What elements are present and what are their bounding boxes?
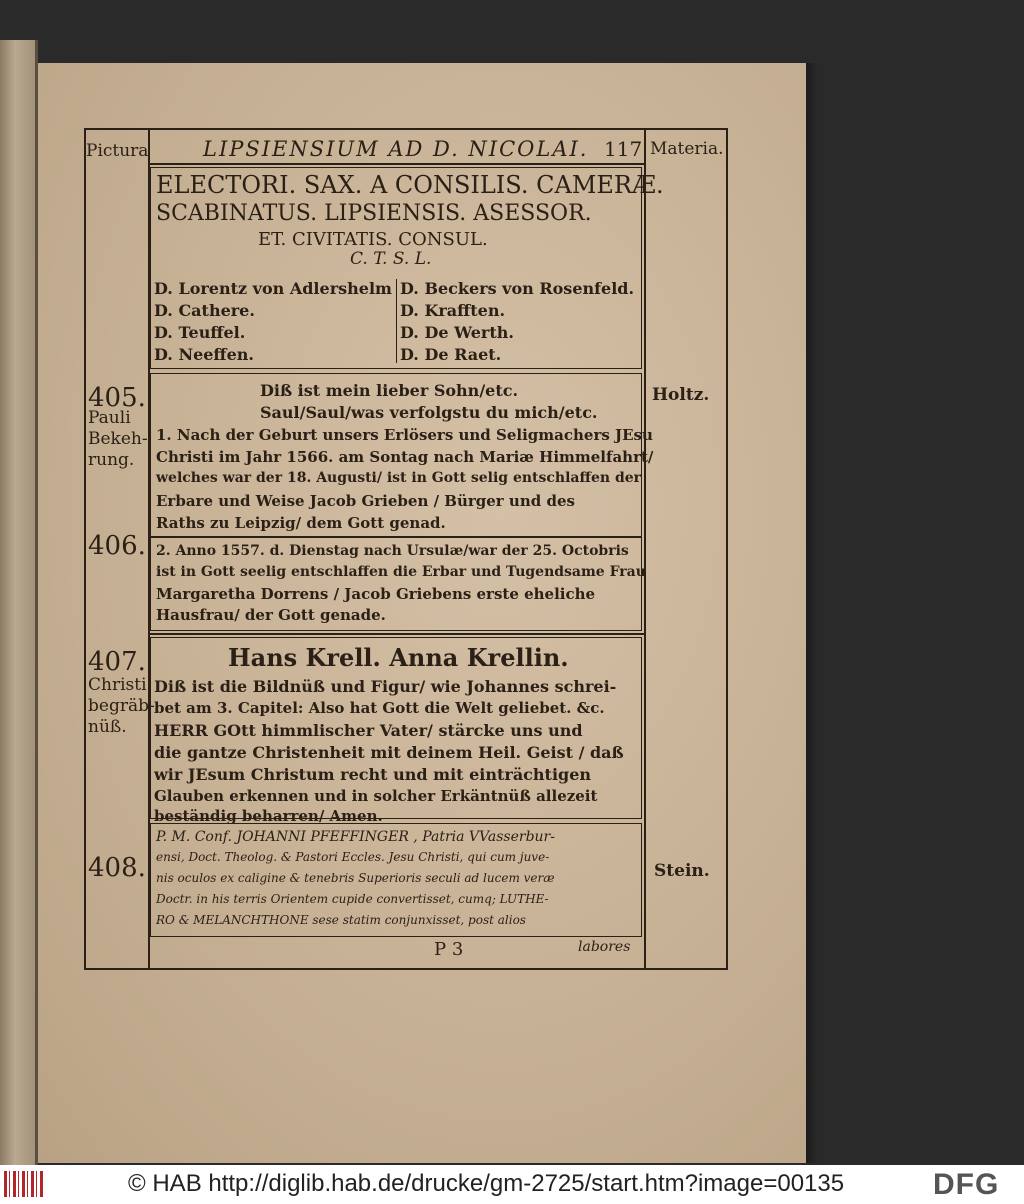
hab-logo-icon — [4, 1171, 44, 1197]
dfg-logo: DFG — [933, 1168, 1000, 1201]
entry-405-line2: Saul/Saul/was verfolgstu du mich/etc. — [260, 403, 598, 422]
entry-405-material: Holtz. — [652, 385, 710, 405]
catchword: labores — [578, 939, 631, 955]
name-right-2: D. Krafften. — [400, 301, 506, 320]
entry-407-line1: Diß ist die Bildnüß und Figur/ wie Johannes schrei- — [154, 677, 617, 696]
inscription1-line4: C. T. S. L. — [350, 249, 432, 269]
header-title: LIPSIENSIUM AD D. NICOLAI. — [203, 137, 589, 161]
adjacent-page-edge — [0, 40, 38, 1165]
inscription1-line3: ET. CIVITATIS. CONSUL. — [258, 229, 488, 250]
name-right-3: D. De Werth. — [400, 323, 514, 342]
entry-408-line5: RO & MELANCHTHONE sese statim conjunxisset, post alios — [156, 913, 526, 927]
entry-405-side-3: rung. — [88, 450, 135, 470]
entry-405-line1: Diß ist mein lieber Sohn/etc. — [260, 381, 519, 400]
name-left-4: D. Neeffen. — [154, 345, 254, 364]
entry-407-number: 407. — [88, 647, 146, 677]
entry-406-number: 406. — [88, 531, 146, 561]
entry-406-line3: Margaretha Dorrens / Jacob Griebens erste eheliche — [156, 585, 596, 603]
inscription1-line1: ELECTORI. SAX. A CONSILIS. CAMERÆ. — [156, 171, 664, 199]
entry-405-line6: Erbare und Weise Jacob Grieben / Bürger und des — [156, 492, 575, 510]
entry-405-side-1: Pauli — [88, 408, 131, 428]
name-left-3: D. Teuffel. — [154, 323, 246, 342]
entry-407-line2: bet am 3. Capitel: Also hat Gott die Welt geliebet. &c. — [154, 699, 605, 717]
names-divider — [396, 279, 397, 363]
inscription1-line2: SCABINATUS. LIPSIENSIS. ASESSOR. — [156, 201, 592, 226]
page-shadow — [806, 63, 818, 1163]
footer-bar — [0, 1165, 1024, 1204]
entry-406-line4: Hausfrau/ der Gott genade. — [156, 606, 386, 624]
entry-405-number: 405. — [88, 383, 146, 413]
entry-405-line3: 1. Nach der Geburt unsers Erlösers und Seligmachers JEsu — [156, 426, 653, 444]
name-left-2: D. Cathere. — [154, 301, 255, 320]
name-left-1: D. Lorentz von Adlershelm — [154, 279, 392, 298]
entry-407-line6: Glauben erkennen und in solcher Erkäntnüß allezeit — [154, 787, 598, 805]
page-number: 117 — [604, 137, 643, 161]
header-materia: Materia. — [650, 139, 724, 159]
name-right-1: D. Beckers von Rosenfeld. — [400, 279, 635, 298]
entry-406-line2: ist in Gott seelig entschlaffen die Erbar und Tugendsame Frau — [156, 564, 646, 580]
separator-406-407 — [150, 633, 644, 635]
header-rule — [150, 163, 644, 165]
name-right-4: D. De Raet. — [400, 345, 502, 364]
book-page — [38, 63, 806, 1163]
entry-407-line4: die gantze Christenheit mit deinem Heil. Geist / daß — [154, 743, 624, 762]
header-pictura: Pictura — [86, 141, 149, 161]
entry-407-side-3: nüß. — [88, 717, 127, 737]
entry-405-side-2: Bekeh- — [88, 429, 148, 449]
entry-408-line2: ensi, Doct. Theolog. & Pastori Eccles. Jesu Christi, qui cum juve- — [156, 850, 550, 864]
entry-408-material: Stein. — [654, 861, 710, 881]
entry-407-line7: beständig beharren/ Amen. — [154, 807, 383, 825]
signature-mark: P 3 — [434, 939, 464, 960]
entry-408-line1: P. M. Conf. JOHANNI PFEFFINGER , Patria VVasserbur- — [156, 829, 555, 845]
copyright-url[interactable]: © HAB http://diglib.hab.de/drucke/gm-2725/start.htm?image=00135 — [128, 1170, 845, 1197]
entry-408-line4: Doctr. in his terris Orientem cupide convertisset, cumq; LUTHE- — [156, 892, 549, 906]
entry-408-number: 408. — [88, 853, 146, 883]
right-column-rule — [644, 128, 646, 968]
entry-405-line5: welches war der 18. Augusti/ ist in Gott selig entschlaffen der — [156, 470, 642, 486]
entry-407-title: Hans Krell. Anna Krellin. — [228, 643, 569, 672]
entry-407-side-1: Christi — [88, 675, 147, 695]
entry-405-line4: Christi im Jahr 1566. am Sontag nach Mariæ Himmelfahrt/ — [156, 448, 654, 466]
entry-407-line3: HERR GOtt himmlischer Vater/ stärcke uns und — [154, 721, 583, 740]
entry-407-line5: wir JEsum Christum recht und mit einträchtigen — [154, 765, 592, 784]
entry-407-side-2: begräb- — [88, 696, 155, 716]
entry-408-line3: nis oculos ex caligine & tenebris Superioris seculi ad lucem veræ — [156, 871, 555, 885]
entry-405-line7: Raths zu Leipzig/ dem Gott genad. — [156, 514, 446, 532]
entry-406-line1: 2. Anno 1557. d. Dienstag nach Ursulæ/war der 25. Octobris — [156, 543, 629, 559]
